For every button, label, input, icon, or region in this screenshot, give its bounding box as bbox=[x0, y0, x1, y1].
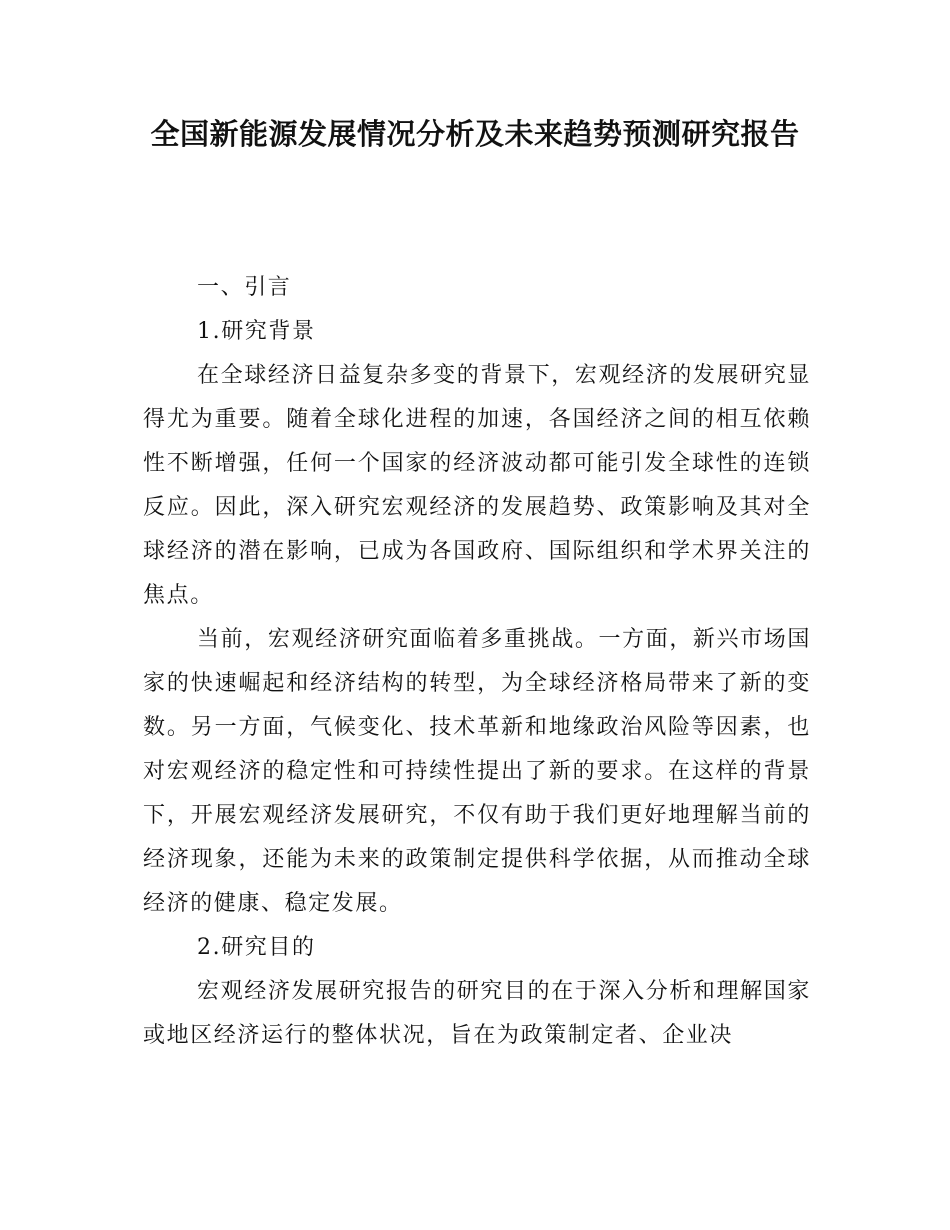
subsection-heading-research-purpose: 2.研究目的 bbox=[197, 935, 316, 960]
section-heading-introduction: 一、引言 bbox=[197, 275, 292, 300]
document-body bbox=[143, 266, 811, 1058]
document-title: 全国新能源发展情况分析及未来趋势预测研究报告 bbox=[150, 117, 800, 151]
paragraph-background-1: 在全球经济日益复杂多变的背景下，宏观经济的发展研究显得尤为重要。随着全球化进程的加速，各国经济之间的相互依赖性不断增强，任何一个国家的经济波动都可能引发全球性的连锁反应。因此，深入研究宏观经济的发展趋势、政策影响及其对全球经济的潜在影响，已成为各国政府、国际组织和学术界关注的焦点。 bbox=[143, 363, 811, 608]
paragraph-background-2: 当前，宏观经济研究面临着多重挑战。一方面，新兴市场国家的快速崛起和经济结构的转型，为全球经济格局带来了新的变数。另一方面，气候变化、技术革新和地缘政治风险等因素，也对宏观经济的稳定性和可持续性提出了新的要求。在这样的背景下，开展宏观经济发展研究，不仅有助于我们更好地理解当前的经济现象，还能为未来的政策制定提供科学依据，从而推动全球经济的健康、稳定发展。 bbox=[143, 627, 811, 916]
subsection-heading-research-background: 1.研究背景 bbox=[197, 319, 316, 344]
paragraph-purpose-1: 宏观经济发展研究报告的研究目的在于深入分析和理解国家或地区经济运行的整体状况，旨在为政策制定者、企业决 bbox=[143, 979, 811, 1048]
